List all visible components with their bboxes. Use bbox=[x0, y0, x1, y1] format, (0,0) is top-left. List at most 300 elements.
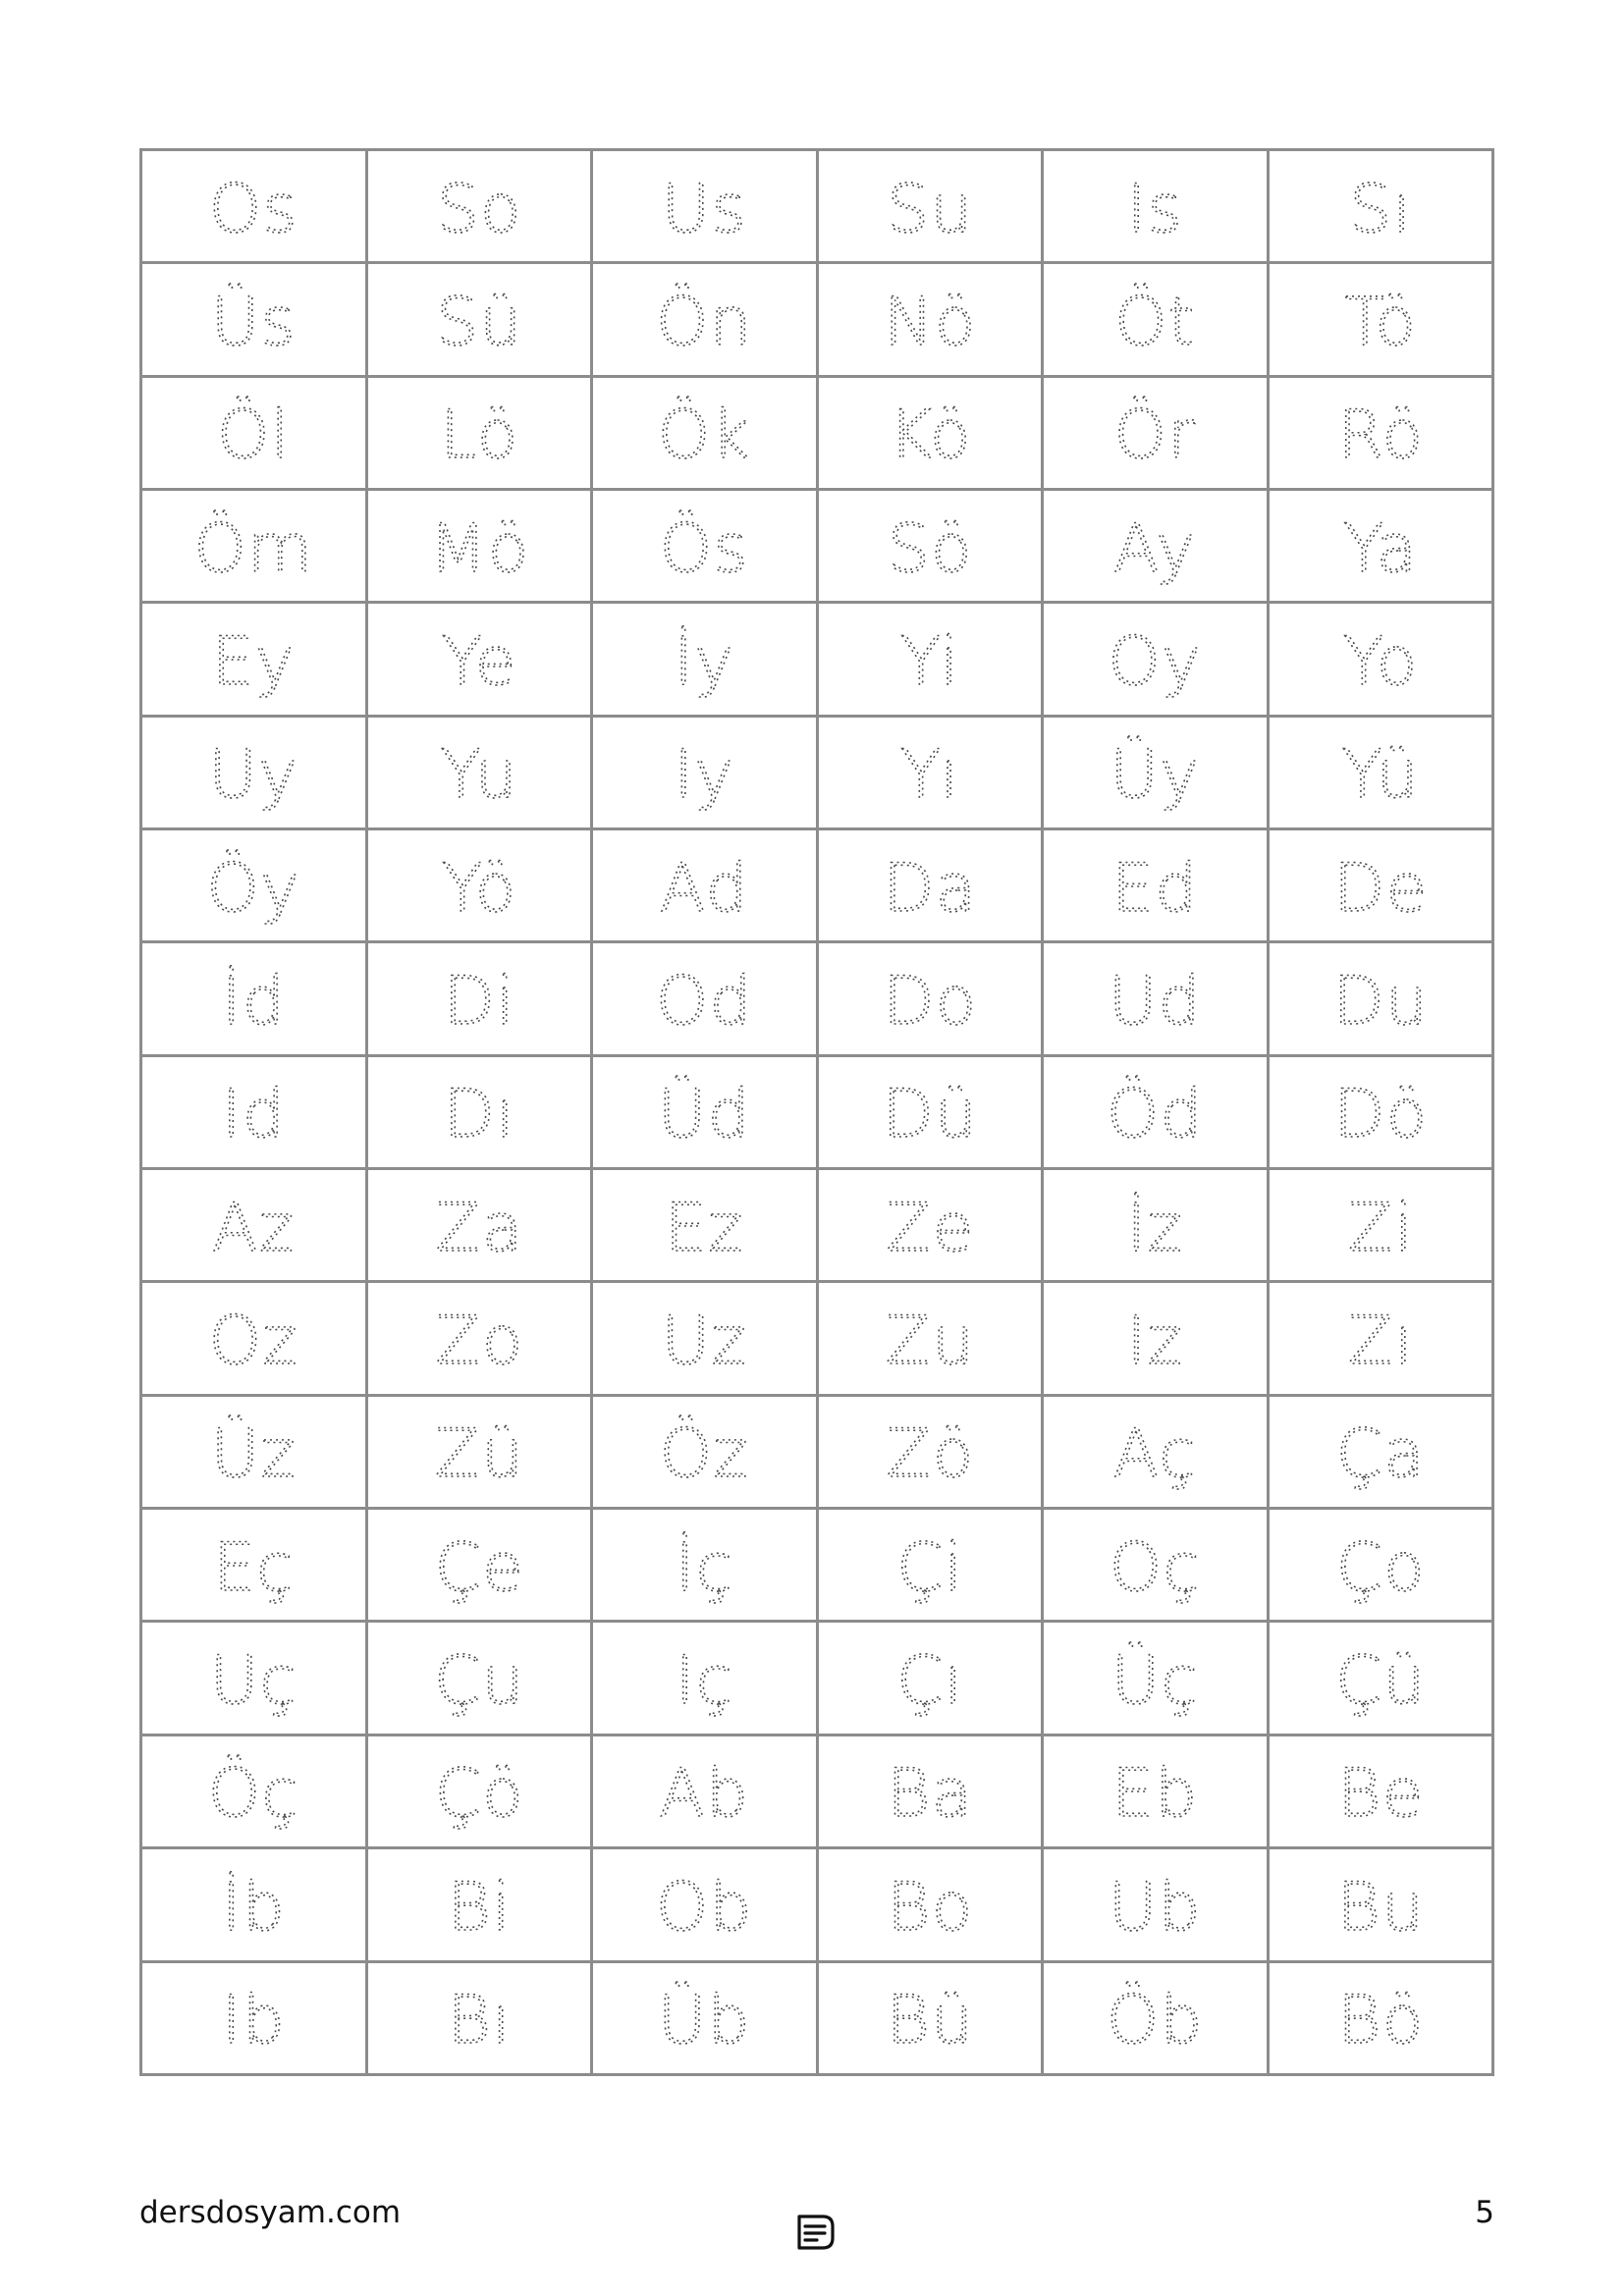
trace-syllable bbox=[1270, 1625, 1492, 1732]
trace-syllable bbox=[819, 379, 1042, 486]
syllable-text: Üz bbox=[210, 1415, 297, 1494]
syllable-text: Ab bbox=[659, 1755, 750, 1834]
trace-syllable bbox=[593, 606, 816, 713]
trace-syllable bbox=[1270, 1058, 1492, 1165]
trace-syllable bbox=[1270, 945, 1492, 1052]
syllable-text: Ös bbox=[659, 509, 749, 588]
syllable-text: Yö bbox=[441, 849, 516, 928]
trace-syllable bbox=[368, 606, 591, 713]
trace-syllable bbox=[368, 1964, 591, 2071]
trace-syllable bbox=[368, 1512, 591, 1619]
syllable-text: Yo bbox=[1342, 623, 1418, 702]
worksheet-row bbox=[141, 1848, 1493, 1961]
syllable-cell bbox=[1268, 490, 1493, 603]
trace-syllable bbox=[368, 493, 591, 600]
syllable-cell bbox=[1043, 942, 1269, 1055]
syllable-text: Öt bbox=[1114, 284, 1196, 362]
syllable-text: Bı bbox=[447, 1982, 512, 2060]
syllable-cell bbox=[1268, 942, 1493, 1055]
trace-syllable bbox=[142, 1625, 365, 1732]
syllable-text: Zö bbox=[885, 1415, 974, 1494]
trace-syllable bbox=[368, 1398, 591, 1505]
syllable-text: Öd bbox=[1106, 1076, 1204, 1154]
trace-syllable bbox=[368, 1737, 591, 1844]
syllable-cell bbox=[366, 1055, 592, 1168]
syllable-text: Di bbox=[443, 963, 515, 1041]
syllable-text: Du bbox=[1332, 963, 1429, 1041]
syllable-cell bbox=[366, 942, 592, 1055]
syllable-text: Kö bbox=[888, 397, 972, 475]
worksheet-row bbox=[141, 603, 1493, 716]
syllable-cell bbox=[817, 1509, 1043, 1622]
trace-syllable bbox=[368, 1058, 591, 1165]
syllable-cell bbox=[592, 490, 818, 603]
syllable-cell bbox=[1043, 1055, 1269, 1168]
syllable-text: Uz bbox=[661, 1303, 747, 1381]
syllable-cell bbox=[1268, 150, 1493, 263]
syllable-text: Ze bbox=[885, 1189, 974, 1267]
trace-syllable bbox=[1270, 1851, 1492, 1958]
worksheet-row bbox=[141, 150, 1493, 263]
syllable-cell bbox=[592, 1735, 818, 1847]
syllable-text: İç bbox=[675, 1528, 733, 1607]
syllable-cell bbox=[592, 1848, 818, 1961]
document-lines-icon bbox=[793, 2213, 837, 2252]
trace-syllable bbox=[819, 153, 1042, 260]
trace-syllable bbox=[1270, 1398, 1492, 1505]
trace-syllable bbox=[1270, 266, 1492, 373]
syllable-cell bbox=[366, 829, 592, 942]
syllable-text: Dö bbox=[1332, 1076, 1428, 1154]
trace-syllable bbox=[368, 266, 591, 373]
trace-syllable bbox=[593, 945, 816, 1052]
trace-syllable bbox=[593, 1625, 816, 1732]
syllable-cell bbox=[1043, 376, 1269, 489]
syllable-cell bbox=[1043, 716, 1269, 828]
syllable-text: Us bbox=[661, 170, 747, 248]
trace-syllable bbox=[1270, 1285, 1492, 1392]
syllable-cell bbox=[592, 1055, 818, 1168]
trace-syllable bbox=[142, 1285, 365, 1392]
syllable-cell bbox=[1043, 1961, 1269, 2075]
syllable-cell bbox=[366, 1282, 592, 1395]
syllable-cell bbox=[1043, 1169, 1269, 1282]
syllable-text: Od bbox=[655, 963, 753, 1041]
syllable-text: Ez bbox=[664, 1189, 744, 1267]
trace-syllable bbox=[1044, 719, 1267, 826]
syllable-cell bbox=[817, 376, 1043, 489]
trace-syllable bbox=[368, 153, 591, 260]
syllable-text: De bbox=[1332, 849, 1428, 928]
syllable-cell bbox=[592, 1282, 818, 1395]
syllable-text: Sı bbox=[1348, 170, 1412, 248]
trace-syllable bbox=[1044, 153, 1267, 260]
trace-syllable bbox=[1270, 832, 1492, 939]
syllable-cell bbox=[817, 942, 1043, 1055]
trace-syllable bbox=[142, 945, 365, 1052]
trace-syllable bbox=[1044, 1625, 1267, 1732]
syllable-text: Id bbox=[221, 1076, 286, 1154]
syllable-text: Is bbox=[1126, 170, 1183, 248]
trace-syllable bbox=[1044, 1285, 1267, 1392]
syllable-cell bbox=[141, 1961, 367, 2075]
worksheet-row bbox=[141, 1961, 1493, 2075]
syllable-cell bbox=[1043, 490, 1269, 603]
syllable-cell bbox=[141, 1282, 367, 1395]
trace-syllable bbox=[368, 1285, 591, 1392]
trace-syllable bbox=[142, 1398, 365, 1505]
trace-syllable bbox=[819, 493, 1042, 600]
trace-syllable bbox=[819, 1851, 1042, 1958]
trace-syllable bbox=[1270, 379, 1492, 486]
syllable-cell bbox=[366, 1735, 592, 1847]
trace-syllable bbox=[819, 719, 1042, 826]
syllable-text: Bü bbox=[885, 1982, 974, 2060]
syllable-text: Aç bbox=[1112, 1415, 1197, 1494]
worksheet-row bbox=[141, 263, 1493, 376]
syllable-cell bbox=[1043, 1735, 1269, 1847]
trace-syllable bbox=[593, 832, 816, 939]
trace-syllable bbox=[593, 1851, 816, 1958]
syllable-text: Ed bbox=[1111, 849, 1199, 928]
syllable-cell bbox=[592, 1395, 818, 1508]
trace-syllable bbox=[368, 1851, 591, 1958]
worksheet-body bbox=[141, 150, 1493, 2075]
trace-syllable bbox=[1044, 1737, 1267, 1844]
syllable-text: Çı bbox=[895, 1642, 963, 1721]
trace-syllable bbox=[1044, 1851, 1267, 1958]
syllable-cell bbox=[1268, 829, 1493, 942]
syllable-cell bbox=[1268, 603, 1493, 716]
syllable-text: Bo bbox=[886, 1868, 973, 1947]
syllable-text: Öç bbox=[207, 1755, 299, 1834]
syllable-text: Oç bbox=[1109, 1528, 1201, 1607]
trace-syllable bbox=[1044, 1058, 1267, 1165]
trace-syllable bbox=[1044, 1172, 1267, 1279]
trace-syllable bbox=[819, 1398, 1042, 1505]
syllable-text: Ad bbox=[660, 849, 749, 928]
syllable-cell bbox=[1268, 1395, 1493, 1508]
syllable-cell bbox=[592, 376, 818, 489]
syllable-cell bbox=[366, 603, 592, 716]
syllable-cell bbox=[1268, 1169, 1493, 1282]
syllable-text: Zu bbox=[884, 1303, 975, 1381]
trace-syllable bbox=[142, 1964, 365, 2071]
trace-syllable bbox=[1270, 1172, 1492, 1279]
syllable-cell bbox=[1268, 1848, 1493, 1961]
trace-syllable bbox=[593, 1172, 816, 1279]
syllable-text: So bbox=[436, 170, 522, 248]
trace-syllable bbox=[142, 266, 365, 373]
trace-syllable bbox=[819, 1512, 1042, 1619]
syllable-cell bbox=[592, 1169, 818, 1282]
syllable-cell bbox=[817, 1169, 1043, 1282]
syllable-text: Rö bbox=[1336, 397, 1424, 475]
syllable-text: Ub bbox=[1108, 1868, 1202, 1947]
syllable-text: Eç bbox=[213, 1528, 295, 1607]
trace-syllable bbox=[819, 832, 1042, 939]
trace-syllable bbox=[1044, 1512, 1267, 1619]
syllable-cell bbox=[1268, 263, 1493, 376]
syllable-text: Üy bbox=[1110, 736, 1201, 815]
syllable-text: Öz bbox=[659, 1415, 749, 1494]
syllable-text: Dü bbox=[882, 1076, 978, 1154]
trace-syllable bbox=[368, 1625, 591, 1732]
syllable-text: Üç bbox=[1110, 1642, 1199, 1721]
syllable-cell bbox=[1268, 1961, 1493, 2075]
trace-syllable bbox=[368, 832, 591, 939]
syllable-text: Çi bbox=[895, 1528, 963, 1607]
syllable-cell bbox=[1268, 376, 1493, 489]
syllable-cell bbox=[1043, 150, 1269, 263]
syllable-text: Lö bbox=[439, 397, 518, 475]
syllable-cell bbox=[817, 1735, 1043, 1847]
trace-syllable bbox=[819, 606, 1042, 713]
syllable-cell bbox=[141, 1055, 367, 1168]
syllable-cell bbox=[141, 490, 367, 603]
worksheet-row bbox=[141, 490, 1493, 603]
trace-syllable bbox=[593, 379, 816, 486]
worksheet-row bbox=[141, 1055, 1493, 1168]
worksheet-row bbox=[141, 1622, 1493, 1735]
syllable-cell bbox=[592, 603, 818, 716]
syllable-text: Ön bbox=[655, 284, 753, 362]
syllable-cell bbox=[592, 1622, 818, 1735]
syllable-text: Çö bbox=[434, 1755, 524, 1834]
syllable-cell bbox=[817, 1282, 1043, 1395]
syllable-text: Tö bbox=[1343, 284, 1417, 362]
syllable-text: Uy bbox=[208, 736, 299, 815]
trace-syllable bbox=[142, 153, 365, 260]
syllable-text: Ba bbox=[886, 1755, 973, 1834]
syllable-cell bbox=[817, 150, 1043, 263]
syllable-cell bbox=[592, 716, 818, 828]
syllable-text: Öl bbox=[217, 397, 291, 475]
syllable-cell bbox=[817, 1961, 1043, 2075]
syllable-text: Sö bbox=[887, 509, 973, 588]
trace-syllable bbox=[819, 945, 1042, 1052]
syllable-text: Ça bbox=[1335, 1415, 1426, 1494]
syllable-text: Eb bbox=[1111, 1755, 1199, 1834]
trace-syllable bbox=[819, 1285, 1042, 1392]
syllable-text: Oy bbox=[1108, 623, 1203, 702]
syllable-text: Oz bbox=[208, 1303, 298, 1381]
syllable-cell bbox=[141, 1509, 367, 1622]
syllable-cell bbox=[817, 263, 1043, 376]
trace-syllable bbox=[1270, 606, 1492, 713]
trace-syllable bbox=[1044, 266, 1267, 373]
worksheet-row bbox=[141, 1282, 1493, 1395]
syllable-cell bbox=[141, 1735, 367, 1847]
syllable-text: Ud bbox=[1108, 963, 1202, 1041]
syllable-cell bbox=[592, 942, 818, 1055]
trace-syllable bbox=[1044, 832, 1267, 939]
syllable-text: Zü bbox=[433, 1415, 524, 1494]
syllable-cell bbox=[592, 829, 818, 942]
trace-syllable bbox=[1270, 1737, 1492, 1844]
syllable-text: Bö bbox=[1336, 1982, 1424, 2060]
syllable-text: Be bbox=[1336, 1755, 1424, 1834]
syllable-text: Uç bbox=[209, 1642, 298, 1721]
trace-syllable bbox=[368, 1172, 591, 1279]
syllable-cell bbox=[592, 1961, 818, 2075]
trace-syllable bbox=[819, 1172, 1042, 1279]
syllable-cell bbox=[1043, 1395, 1269, 1508]
syllable-cell bbox=[366, 490, 592, 603]
syllable-cell bbox=[141, 376, 367, 489]
syllable-cell bbox=[141, 1395, 367, 1508]
syllable-cell bbox=[817, 1848, 1043, 1961]
trace-syllable bbox=[142, 1737, 365, 1844]
syllable-text: Ye bbox=[441, 623, 516, 702]
syllable-text: İz bbox=[1126, 1189, 1184, 1267]
trace-syllable bbox=[593, 1512, 816, 1619]
trace-syllable bbox=[819, 1964, 1042, 2071]
syllable-cell bbox=[817, 490, 1043, 603]
trace-syllable bbox=[593, 153, 816, 260]
trace-syllable bbox=[1270, 153, 1492, 260]
syllable-cell bbox=[366, 1848, 592, 1961]
syllable-cell bbox=[1268, 1055, 1493, 1168]
worksheet-row bbox=[141, 829, 1493, 942]
syllable-cell bbox=[141, 1848, 367, 1961]
syllable-text: Az bbox=[212, 1189, 296, 1267]
syllable-text: Yu bbox=[440, 736, 518, 815]
trace-syllable bbox=[1044, 1398, 1267, 1505]
trace-syllable bbox=[593, 1737, 816, 1844]
footer-site-name: dersdosyam.com bbox=[139, 2195, 402, 2230]
syllable-text: Iç bbox=[675, 1642, 733, 1721]
worksheet-row bbox=[141, 716, 1493, 828]
syllable-cell bbox=[1268, 1735, 1493, 1847]
syllable-cell bbox=[1043, 829, 1269, 942]
trace-syllable bbox=[142, 606, 365, 713]
trace-syllable bbox=[142, 1172, 365, 1279]
syllable-text: Dı bbox=[443, 1076, 515, 1154]
syllable-cell bbox=[817, 829, 1043, 942]
trace-syllable bbox=[142, 379, 365, 486]
syllable-cell bbox=[141, 716, 367, 828]
syllable-cell bbox=[366, 1169, 592, 1282]
syllable-text: Çu bbox=[433, 1642, 525, 1721]
syllable-text: Yı bbox=[899, 736, 959, 815]
syllable-text: Ör bbox=[1113, 397, 1196, 475]
trace-syllable bbox=[593, 493, 816, 600]
syllable-cell bbox=[817, 716, 1043, 828]
syllable-text: Sü bbox=[435, 284, 522, 362]
syllable-cell bbox=[366, 716, 592, 828]
syllable-text: Nö bbox=[883, 284, 976, 362]
trace-syllable bbox=[142, 832, 365, 939]
worksheet-row bbox=[141, 1395, 1493, 1508]
trace-syllable bbox=[593, 1964, 816, 2071]
syllable-cell bbox=[592, 1509, 818, 1622]
syllable-cell bbox=[1268, 716, 1493, 828]
syllable-cell bbox=[1043, 1282, 1269, 1395]
syllable-text: Çü bbox=[1334, 1642, 1427, 1721]
syllable-cell bbox=[592, 150, 818, 263]
syllable-text: Os bbox=[208, 170, 298, 248]
syllable-text: Iz bbox=[1126, 1303, 1184, 1381]
worksheet-row bbox=[141, 942, 1493, 1055]
syllable-text: Zi bbox=[1347, 1189, 1414, 1267]
syllable-text: İb bbox=[221, 1868, 286, 1947]
trace-syllable bbox=[1044, 1964, 1267, 2071]
worksheet-row bbox=[141, 1169, 1493, 1282]
syllable-cell bbox=[366, 1395, 592, 1508]
syllable-cell bbox=[1043, 263, 1269, 376]
syllable-text: Bu bbox=[1335, 1868, 1425, 1947]
syllable-cell bbox=[592, 263, 818, 376]
syllable-cell bbox=[366, 1961, 592, 2075]
syllable-cell bbox=[366, 150, 592, 263]
worksheet-row bbox=[141, 376, 1493, 489]
syllable-text: Ço bbox=[1335, 1528, 1426, 1607]
trace-syllable bbox=[819, 266, 1042, 373]
syllable-text: Za bbox=[434, 1189, 523, 1267]
syllable-text: Üb bbox=[657, 1982, 751, 2060]
tracing-worksheet-grid bbox=[139, 148, 1494, 2076]
syllable-cell bbox=[141, 263, 367, 376]
syllable-text: Zo bbox=[434, 1303, 523, 1381]
trace-syllable bbox=[1044, 379, 1267, 486]
worksheet-row bbox=[141, 1509, 1493, 1622]
syllable-cell bbox=[141, 1169, 367, 1282]
syllable-cell bbox=[817, 1395, 1043, 1508]
syllable-text: Yü bbox=[1341, 736, 1420, 815]
trace-syllable bbox=[1270, 719, 1492, 826]
syllable-text: Ey bbox=[211, 623, 296, 702]
syllable-cell bbox=[817, 603, 1043, 716]
syllable-cell bbox=[141, 1622, 367, 1735]
trace-syllable bbox=[142, 719, 365, 826]
worksheet-row bbox=[141, 1735, 1493, 1847]
syllable-text: Do bbox=[882, 963, 977, 1041]
syllable-text: Üd bbox=[657, 1076, 751, 1154]
trace-syllable bbox=[368, 945, 591, 1052]
trace-syllable bbox=[1044, 606, 1267, 713]
trace-syllable bbox=[819, 1058, 1042, 1165]
syllable-text: Mö bbox=[428, 509, 529, 588]
syllable-text: Öm bbox=[193, 509, 314, 588]
trace-syllable bbox=[819, 1625, 1042, 1732]
trace-syllable bbox=[142, 493, 365, 600]
trace-syllable bbox=[1270, 1512, 1492, 1619]
syllable-text: Üs bbox=[210, 284, 297, 362]
syllable-cell bbox=[366, 376, 592, 489]
trace-syllable bbox=[819, 1737, 1042, 1844]
syllable-text: Öb bbox=[1106, 1982, 1204, 2060]
page-number: 5 bbox=[1475, 2195, 1494, 2230]
syllable-text: Ob bbox=[655, 1868, 753, 1947]
syllable-text: Ay bbox=[1113, 509, 1197, 588]
syllable-text: İy bbox=[674, 623, 735, 702]
syllable-text: Öy bbox=[206, 849, 301, 928]
trace-syllable bbox=[368, 719, 591, 826]
trace-syllable bbox=[1270, 1964, 1492, 2071]
trace-syllable bbox=[142, 1512, 365, 1619]
syllable-cell bbox=[141, 829, 367, 942]
syllable-text: Ök bbox=[657, 397, 751, 475]
trace-syllable bbox=[593, 719, 816, 826]
syllable-cell bbox=[1043, 1622, 1269, 1735]
syllable-cell bbox=[1268, 1509, 1493, 1622]
syllable-cell bbox=[366, 263, 592, 376]
syllable-cell bbox=[366, 1509, 592, 1622]
syllable-text: Ib bbox=[221, 1982, 286, 2060]
syllable-cell bbox=[817, 1622, 1043, 1735]
syllable-cell bbox=[817, 1055, 1043, 1168]
